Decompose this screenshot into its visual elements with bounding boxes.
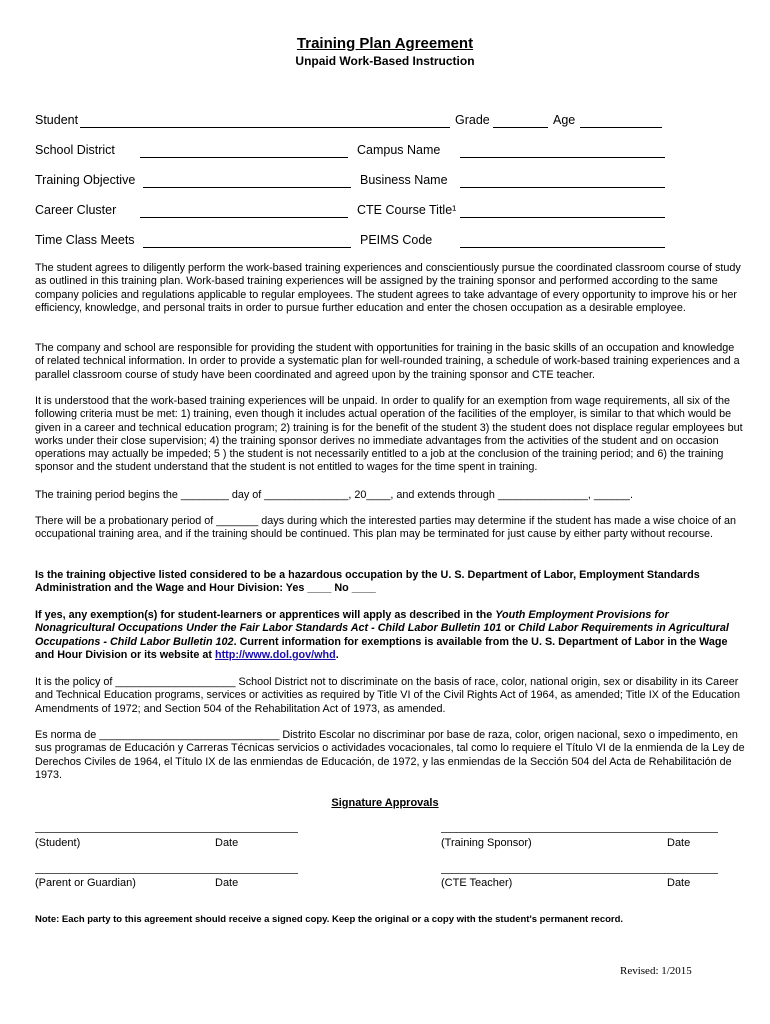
- paragraph-company-school: The company and school are responsible for providing the student with opportunities for training in the basic skills of an occupation and knowledge of related technical information. In order to provide a systematic plan for well-rounded training, a schedule of work-based training experiences and a parallel classroom course of study have been coordinated and agreed upon by the training sponsor and CTE teacher.: [35, 342, 740, 381]
- teacher-signature-line[interactable]: [441, 873, 718, 874]
- career-cluster-label: Career Cluster: [35, 203, 117, 217]
- cte-course-title-label: CTE Course Title¹: [357, 203, 457, 217]
- business-name-label: Business Name: [360, 173, 448, 187]
- business-name-input-line[interactable]: [460, 173, 665, 188]
- field-row-time: [35, 233, 755, 251]
- paragraph-training-period: The training period begins the ________ day of ______________, 20____, and extends through _______________, ______.: [35, 489, 633, 501]
- exemptions-text-2: or: [501, 622, 519, 635]
- paragraph-unpaid-criteria: It is understood that the work-based training experiences will be unpaid. In order to qualify for an exemption from wage requirements, all six of the following criteria must be met: 1) training, even though it includes actual operation of the facilities of the employer, is similar to that which would be given in a career and technical education program; 2) training is for the benefit of the student 3) the student does not displace regular employees but works under their close supervision; 4) the training sponsor derives no immediate advantages from the activities of the student and on occasion operations may actually be impeded; 5 ) the student is not necessarily entitled to a job at the conclusion of the training period; and 6) the training sponsor and the student understand that the student is not entitled to wages for the time spent in training.: [35, 395, 743, 474]
- parent-signature-line[interactable]: [35, 873, 298, 874]
- student-label: Student: [35, 113, 79, 127]
- student-input-line[interactable]: [80, 113, 450, 128]
- signature-approvals-heading: Signature Approvals: [331, 797, 439, 809]
- sponsor-date-label: Date: [667, 837, 691, 849]
- paragraph-nondiscrimination-spanish: Es norma de ______________________________ Distrito Escolar no discriminar por base de raza, color, origen nacional, sexo o impedimento, en sus programas de Educación y Carreras Técnicas servicios o actividades vocacionales, tal como lo requiere el Título VI de la enmienda de la Ley de Derechos Civiles de 1964, el Título IX de las enmiendas de Educación, de 1972, y las enmiendas de la Sección 504 del Acta de Rehabilitación de 1973.: [35, 729, 745, 781]
- sponsor-signature-label: (Training Sponsor): [441, 837, 532, 849]
- teacher-date-label: Date: [667, 877, 691, 889]
- sponsor-signature-line[interactable]: [441, 832, 718, 833]
- exemptions-text-3: . Current information for exemptions is available from the U. S. Department of Labor in the Wage and Hour Division or its website at: [35, 635, 728, 661]
- grade-input-line[interactable]: [493, 113, 548, 128]
- bulletin-102-title: Child Labor Requirements in Agricultural Occupations - Child Labor Bulletin 102: [35, 622, 729, 648]
- training-objective-label: Training Objective: [35, 173, 136, 187]
- cte-course-title-input-line[interactable]: [460, 203, 665, 218]
- teacher-signature-label: (CTE Teacher): [441, 877, 513, 889]
- career-cluster-input-line[interactable]: [140, 203, 348, 218]
- revision-date: Revised: 1/2015: [620, 965, 692, 977]
- dol-website-link[interactable]: http://www.dol.gov/whd: [214, 648, 336, 661]
- student-date-label: Date: [215, 837, 239, 849]
- student-signature-line[interactable]: [35, 832, 298, 833]
- paragraph-probationary-period: There will be a probationary period of _______ days during which the interested parties may determine if the student has made a wise choice of an occupational training area, and if the training should be continued. This plan may be terminated for just cause by either party without recourse.: [35, 515, 737, 541]
- field-row-cluster: [35, 203, 755, 221]
- exemptions-text-4: .: [335, 648, 339, 661]
- peims-code-label: PEIMS Code: [360, 233, 433, 247]
- parent-signature-label: (Parent or Guardian): [35, 877, 136, 889]
- school-district-input-line[interactable]: [140, 143, 348, 158]
- paragraph-student-agreement: The student agrees to diligently perform the work-based training experiences and conscientiously pursue the coordinated classroom course of study as outlined in this training plan. Work-based training experiences will be assigned by the training sponsor and performed according to the same company policies and regulations applicable to regular employees. The student agrees to take advantage of every opportunity to improve his or her efficiency, knowledge, and personal traits in order to pursue further education and enter the chosen occupation as a desirable employee.: [35, 262, 741, 314]
- document-title: Training Plan Agreement: [296, 35, 474, 52]
- bulletin-101-title: Youth Employment Provisions for Nonagricultural Occupations Under the Fair Labor Standards Act - Child Labor Bulletin 101: [35, 609, 669, 635]
- footer-note: Note: Each party to this agreement should receive a signed copy. Keep the original or a copy with the student's permanent record.: [35, 914, 624, 925]
- document-subtitle: Unpaid Work-Based Instruction: [295, 54, 475, 68]
- training-objective-input-line[interactable]: [143, 173, 351, 188]
- campus-name-input-line[interactable]: [460, 143, 665, 158]
- paragraph-exemptions: [35, 609, 745, 662]
- school-district-label: School District: [35, 143, 115, 157]
- time-class-meets-input-line[interactable]: [143, 233, 351, 248]
- parent-date-label: Date: [215, 877, 239, 889]
- age-label: Age: [553, 113, 576, 127]
- exemptions-text-1: If yes, any exemption(s) for student-learners or apprentices will apply as described in the: [35, 609, 496, 621]
- student-signature-label: (Student): [35, 837, 81, 849]
- campus-name-label: Campus Name: [357, 143, 441, 157]
- field-row-student: [35, 113, 755, 131]
- age-input-line[interactable]: [580, 113, 662, 128]
- field-row-objective: [35, 173, 755, 191]
- paragraph-nondiscrimination-english: It is the policy of ____________________ School District not to discriminate on the basis of race, color, national origin, sex or disability in its Career and Technical Education programs, services or activities as required by Title VI of the Civil Rights Act of 1964, as amended; Title IX of the Education Amendments of 1972; and Section 504 of the Rehabilitation Act of 1973, as amended.: [35, 676, 740, 715]
- grade-label: Grade: [455, 113, 490, 127]
- peims-code-input-line[interactable]: [460, 233, 665, 248]
- time-class-meets-label: Time Class Meets: [35, 233, 135, 247]
- paragraph-hazardous-question: Is the training objective listed considered to be a hazardous occupation by the U. S. Department of Labor, Employment Standards Administration and the Wage and Hour Division: Yes ____ No ____: [35, 569, 700, 595]
- field-row-district: [35, 143, 755, 161]
